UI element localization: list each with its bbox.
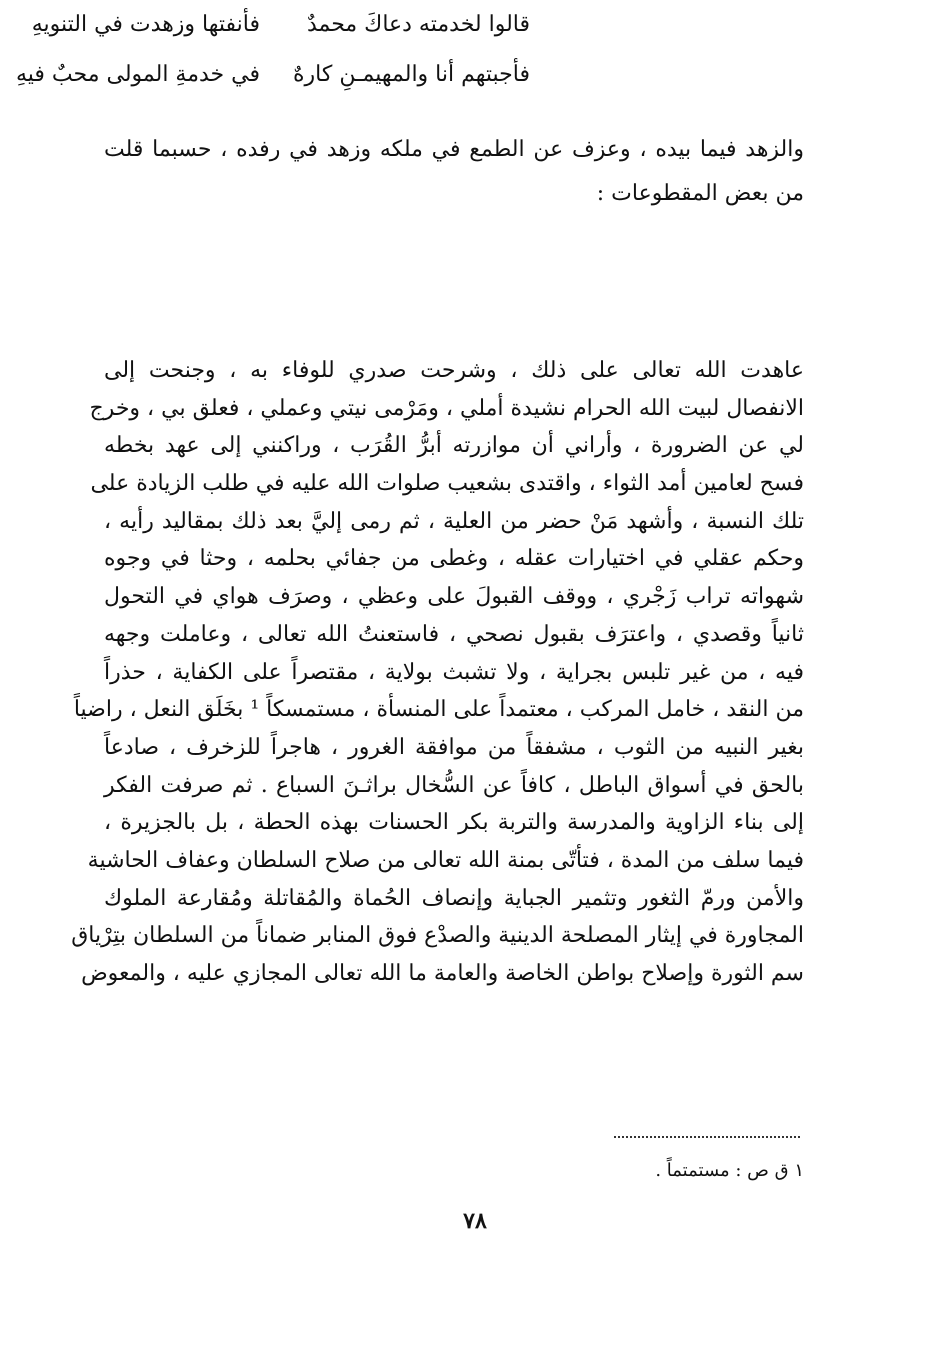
main-paragraph xyxy=(71,352,804,993)
text-line: لي عن الضرورة ، وأراني أن موازرته أبرُّ القُرَب ، وراكنني إلى عهد بخطه xyxy=(104,433,804,459)
text-line: شهواته تراب زَجْري ، ووقف القبولَ على وعظي ، وصرَف هواي في التحول xyxy=(104,584,804,610)
text-line: ثانياً وقصدي ، واعترَف بقبول نصحي ، فاستعنتُ الله تعالى ، وعاملت وجهه xyxy=(104,621,804,647)
text-line: بغير النبيه من الثوب ، مشفقاً من موافقة الغرور ، هاجراً للزخرف ، صادعاً xyxy=(104,734,804,760)
text-line: بالحق في أسواق الباطل ، كافاً عن السُّخال براثـنَ السباع . ثم صرفت الفكر xyxy=(104,772,804,798)
poem-block xyxy=(0,0,530,100)
text-line: والأمن ورمّ الثغور وتثمير الجباية وإنصاف الحُماة والمُقاتلة ومُقارعة الملوك xyxy=(104,885,804,911)
text-line: وحكم عقلي في اختيارات عقله ، وغطى من جفائي بحلمه ، وحثا في وجوه xyxy=(104,546,804,572)
text-line: والزهد فيما بيده ، وعزف عن الطمع في ملكه وزهد في رفده ، حسبما قلت xyxy=(104,137,805,162)
text-line: المجاورة في إيثار المصلحة الدينية والصدْع فوق المنابر ضماناً من السلطان بتِرْياق xyxy=(71,923,804,949)
intro-paragraph xyxy=(104,128,804,216)
verse-second-hemistich: فأنفتها وزهدت في التنويهِ xyxy=(31,12,260,37)
verse-second-hemistich: في خدمةِ المولى محبٌ فيهِ xyxy=(15,62,260,87)
page-number: ٧٨ xyxy=(463,1208,487,1234)
poem-verse xyxy=(0,50,530,100)
footnote: ١ ق ص : مستمتماً . xyxy=(655,1160,804,1181)
text-line: تلك النسبة ، وأشهد مَنْ حضر من العلية ، ثم رمى إليَّ بعد ذلك بمقاليد رأيه ، xyxy=(104,508,804,534)
text-line: الانفصال لبيت الله الحرام نشيدة أملي ، ومَرْمى نيتي وعملي ، فعلق بي ، وخرج xyxy=(89,395,804,421)
footnote-divider xyxy=(614,1136,800,1138)
text-line: من بعض المقطوعات : xyxy=(596,181,804,206)
text-line: من النقد ، خامل المركب ، معتمداً على المنسأة ، مستمسكاً ¹ بخَلَق النعل ، راضياً xyxy=(73,697,804,723)
poem-verse xyxy=(0,0,530,50)
verse-first-hemistich: قالوا لخدمته دعاكَ محمدٌ xyxy=(306,12,530,37)
text-line: فيما سلف من المدة ، فتأتّى بمنة الله تعالى من صلاح السلطان وعفاف الحاشية xyxy=(87,847,804,873)
text-line: فيه ، من غير تلبس بجراية ، ولا تشبث بولاية ، مقتصراً على الكفاية ، حذراً xyxy=(104,659,804,685)
text-line: إلى بناء الزاوية والمدرسة والتربة بكر الحسنات بهذه الحطة ، بل بالجزيرة ، xyxy=(104,810,804,836)
text-line: عاهدت الله تعالى على ذلك ، وشرحت صدري للوفاء به ، وجنحت إلى xyxy=(104,358,804,383)
text-line: سم الثورة وإصلاح بواطن الخاصة والعامة ما الله تعالى المجازي عليه ، والمعوض xyxy=(81,961,804,986)
verse-first-hemistich: فأجبتهم أنا والمهيمـنِ كارهٌ xyxy=(293,62,530,87)
text-line: فسح لعامين أمد الثواء ، واقتدى بشعيب صلوات الله عليه في طلب الزيادة على xyxy=(90,471,804,497)
